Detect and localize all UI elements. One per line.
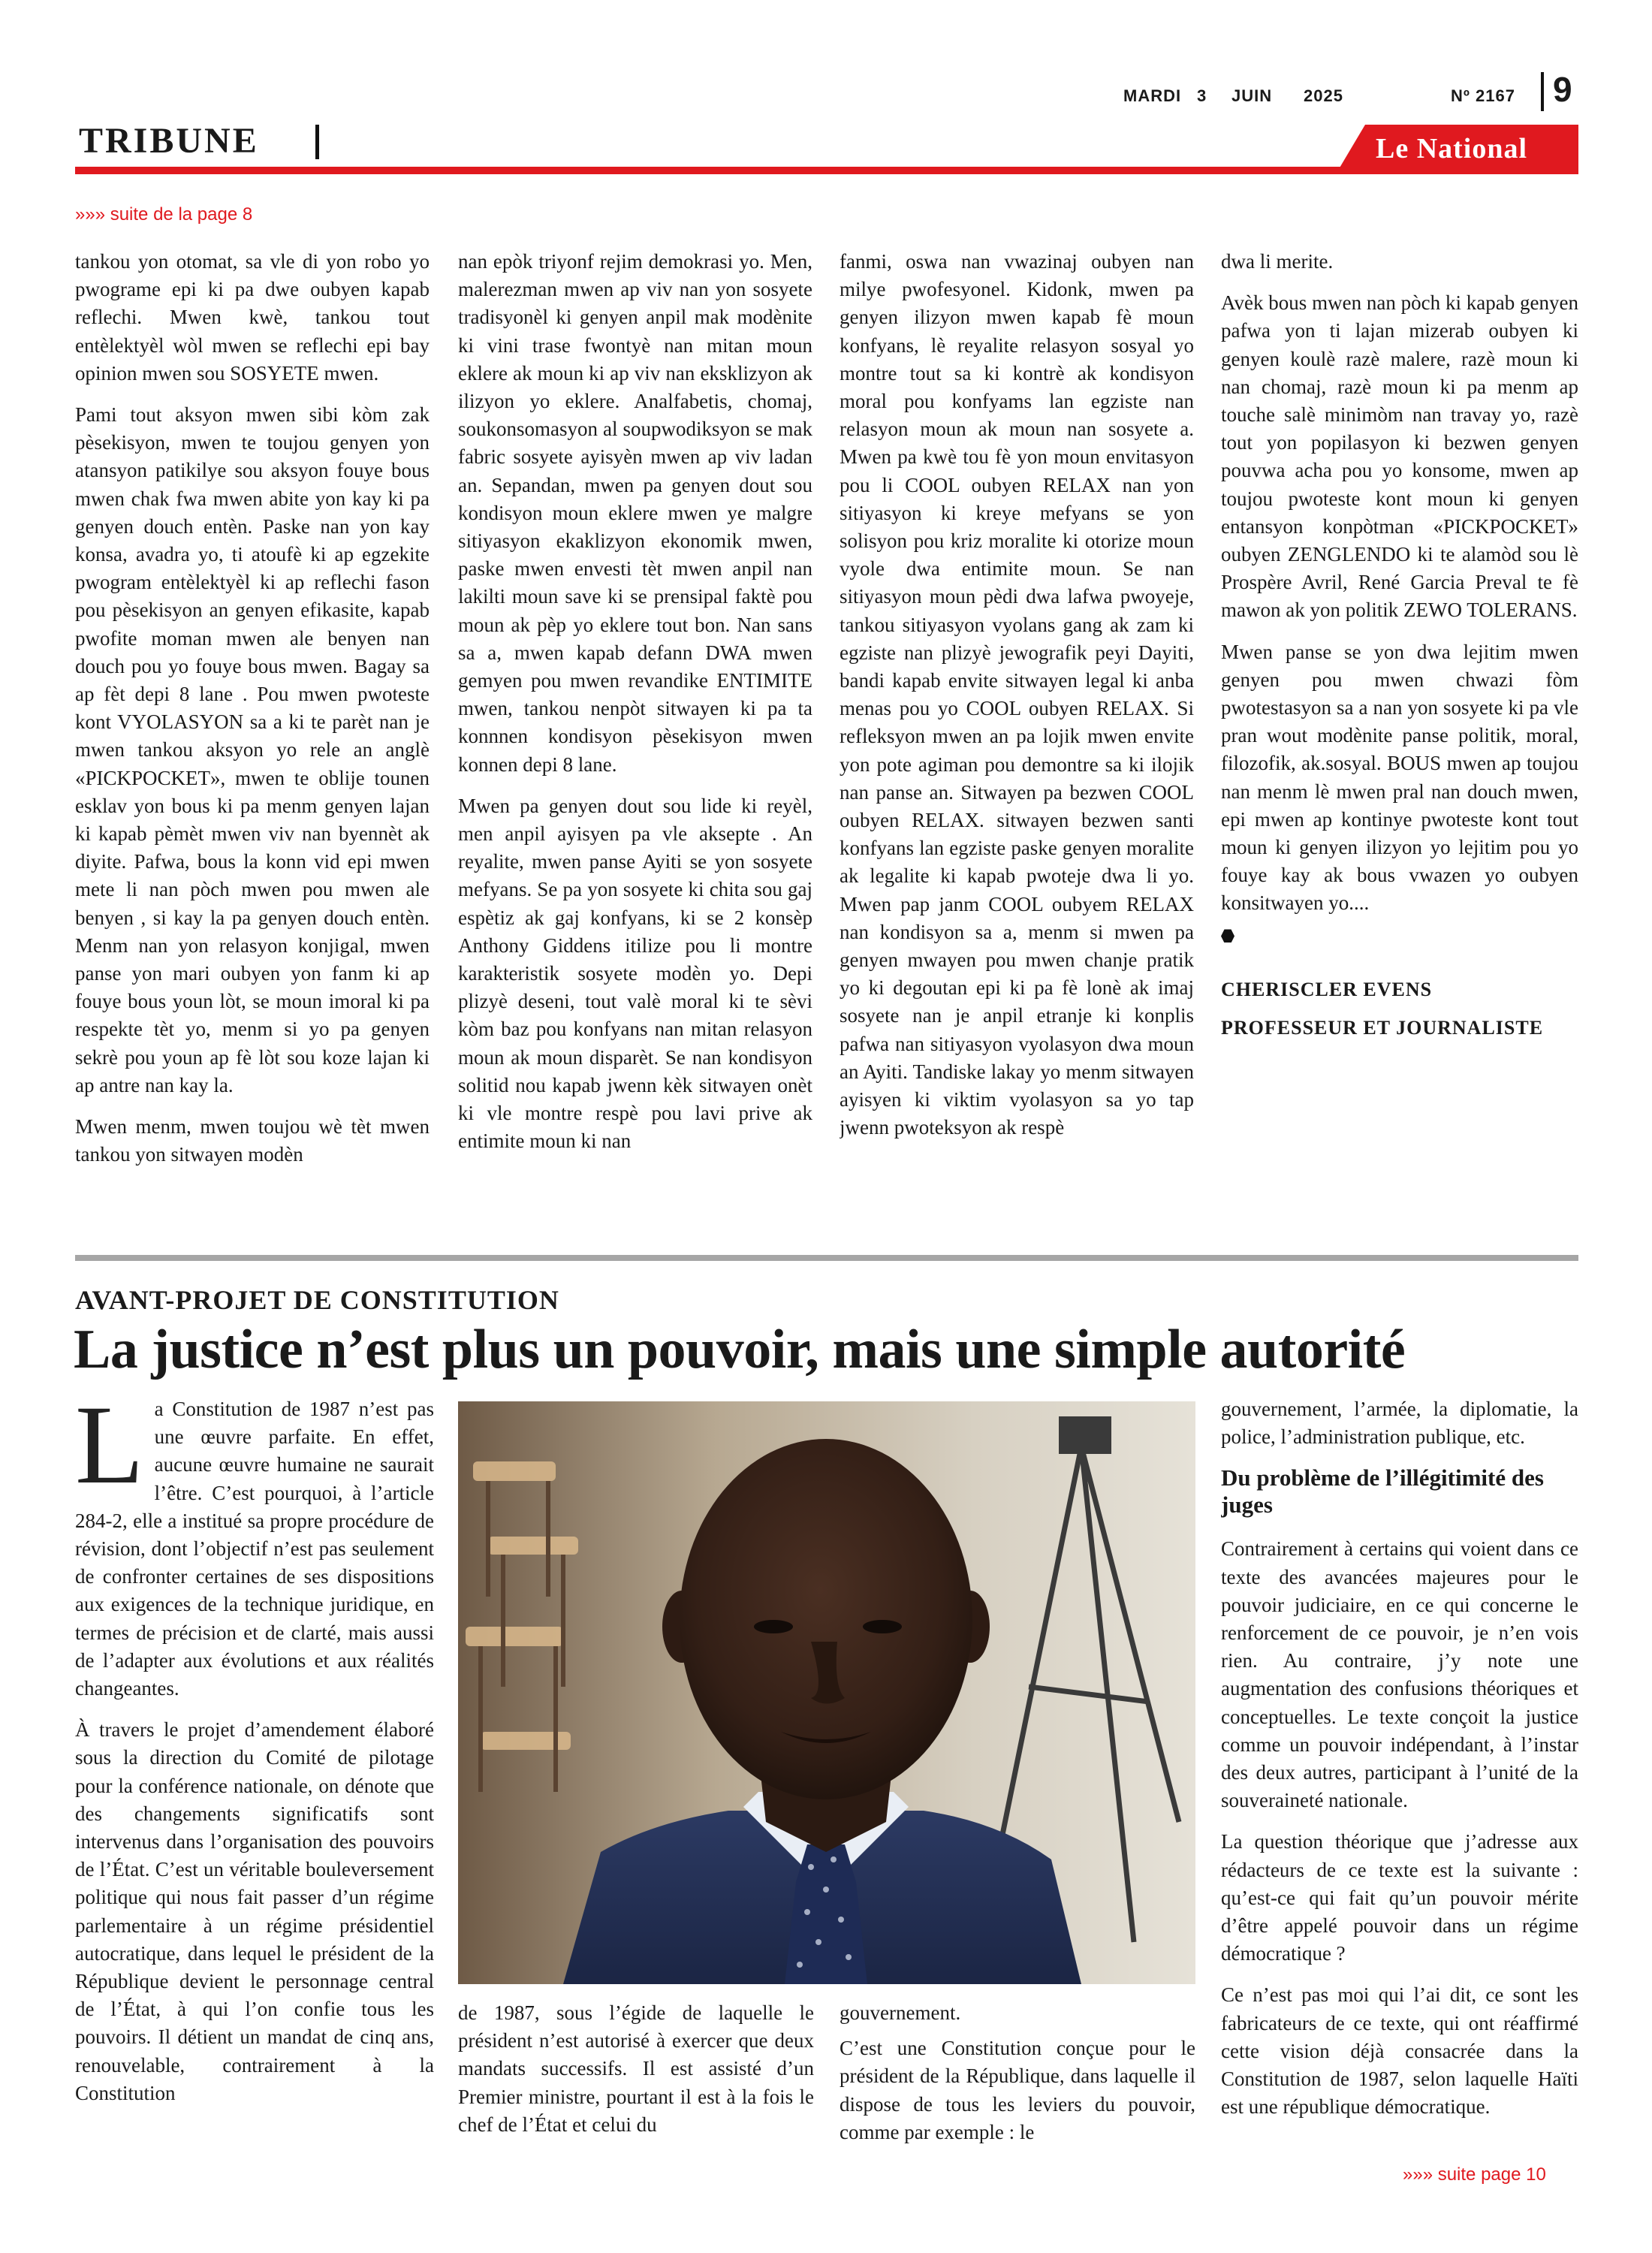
paragraph: a Constitution de 1987 n’est pas une œuvre parfaite. En effet, aucune œuvre humaine ne saurait l’être. C’est pourquoi, à l’article 284-2, elle a institué sa propre procédure de révision, dont l’objectif n’est pas seulement de confronter certaines de ses dispositions aux exigences de la technique juridique, en termes de précision et de clarté, mais aussi de l’adapter aux évolutions et aux réalités changeantes.: [75, 1398, 434, 1700]
end-of-article-icon: [1221, 929, 1234, 943]
lower-article-column-2: [458, 1999, 814, 2157]
paragraph: À travers le projet d’amendement élaboré sous la direction du Comité de pilotage pour la conférence nationale, on dénote que des changements significatifs sont intervenus dans l’organisation des pouvoirs de l’État. C’est un véritable bouleversement politique qui nous fait passer d’un régime parlementaire à un régime présidentiel autocratique, dans lequel le président de la République devient le personnage central de l’État, à qui l’on confie tous les pouvoirs. Il détient un mandat de cinq ans, renouvelable, contrairement à la Constitution: [75, 1718, 434, 2104]
continued-to-link[interactable]: »»» suite page 10: [1403, 2164, 1546, 2185]
lower-article-column-4: [1221, 1395, 1578, 2154]
upper-article-column-1: [75, 248, 430, 1224]
article-subheading: Du problème de l’illégitimité des juges: [1221, 1464, 1544, 1519]
paragraph: Mwen menm, mwen toujou wè tèt mwen tankou yon sitwayen modèn: [75, 1115, 430, 1166]
header-issue-number: Nº 2167: [1451, 86, 1515, 105]
article-separator-rule: [75, 1255, 1578, 1261]
section-title: TRIBUNE: [79, 121, 259, 161]
upper-article-column-4: [1221, 248, 1578, 1224]
section-divider: [315, 125, 319, 159]
upper-article-column-3: [840, 248, 1194, 1224]
lower-article-column-3: [840, 1999, 1195, 2157]
header-day: MARDI: [1123, 86, 1182, 105]
page-number: 9: [1553, 70, 1572, 109]
brand-name: Le National: [1376, 133, 1528, 164]
paragraph: gouvernement.: [840, 2001, 961, 2024]
header-month: JUIN: [1231, 86, 1273, 105]
paragraph: de 1987, sous l’égide de laquelle le président n’est autorisé à exercer que deux mandats successifs. Il est assisté d’un Premier ministre, pourtant il est à la fois le chef de l’État et celui du: [458, 2001, 814, 2136]
article-kicker: AVANT-PROJET DE CONSTITUTION: [75, 1285, 559, 1315]
header-date-number: 3: [1197, 86, 1207, 105]
paragraph: dwa li merite.: [1221, 250, 1334, 273]
paragraph: La question théorique que j’adresse aux rédacteurs de ce texte est la suivante : qu’est-ce qui fait qu’un pouvoir mérite d’être appelé pouvoir dans un régime démocratique ?: [1221, 1830, 1578, 1965]
paragraph: Mwen pa genyen dout sou lide ki reyèl, men anpil ayisyen pa vle aksepte . An reyalite, mwen panse Ayiti se yon sosyete mefyans. Se pa yon sosyete ki chita sou gaj espètiz ak gaj konfyans, ki se 2 konsèp Anthony Giddens itilize pou li montre karakteristik sosyete modèn yo. Depi plizyè deseni, tout valè moral ki te sèvi kòm baz pou konfyans nan mitan relasyon moun ak moun disparèt. Se nan kondisyon solitid nou kapab jwenn kèk sitwayen onèt ki vle montre respè pou lavi prive ak entimite moun ki nan: [458, 794, 812, 1153]
author-photo: [458, 1401, 1195, 1984]
article-headline: La justice n’est plus un pouvoir, mais une simple autorité: [74, 1319, 1406, 1380]
paragraph: Avèk bous mwen nan pòch ki kapab genyen pafwa yon ti lajan mizerab oubyen ki genyen koulè razè malere, razè moun ki nan chomaj, razè moun ki pa menm ap touche salè minimòm nan travay yo, razè tout yon popilasyon ki bezwen genyen pouvwa acha pou yo konsome, mwen ap toujou pwoteste kont moun ki genyen entansyon konpòtman «PICKPOCKET» oubyen ZENGLENDO ki te alamòd sou lè Prospère Avril, René Garcia Preval te fè mawon ak yon politik ZEWO TOLERANS.: [1221, 291, 1578, 622]
page-number-divider: [1541, 72, 1544, 111]
end-mark: [1221, 921, 1578, 949]
paragraph: fanmi, oswa nan vwazinaj oubyen nan milye pwofesyonel. Kidonk, mwen pa genyen ilizyon mwen kapab fè moun konfyans, lè reyalite relasyon sosyal yo montre tout sa ki kontrè ak kondisyon moral pou konfyams lan egziste nan relasyon moun ak moun nan sosyete a. Mwen pa kwè tou fè yon moun envitasyon pou li COOL oubyen RELAX nan yon sitiyasyon ki kreye mefyans se yon solisyon pou kriz moralite ki otorize moun vyole dwa entimite moun. Se nan sitiyasyon moun pèdi dwa lafwa pwoyeje, tankou sitiyasyon vyolans gang ak zam ki egziste nan plizyè jewografik peyi Dayiti, bandi kapab envite sitwayen legal ki anba menas pou yo COOL oubyen RELAX. Si refleksyon mwen an pa lojik mwen envite yon pote agiman pou demontre sa ki ilojik nan panse an. Sitwayen pa bezwen COOL oubyen RELAX. sitwayen bezwen santi konfyans lan egziste paske genyen moralite ak legalite ki kapab pwoteje dwa li yo. Mwen pap janm COOL oubyem RELAX nan kondisyon sa a, menm si mwen pa genyen mwayen pou mwen chanje pratik yo ki degoutan epi ki pa fè lonè ak imaj sosyete nan je anpil etranje ki konplis pafwa nan sitiyasyon vyolasyon dwa moun an Ayiti. Tandiske lakay yo menm sitwayen ayisyen ki viktim vyolasyon sa yo tap jwenn pwoteksyon ak respè: [840, 250, 1194, 1139]
author-name: CHERISCLER EVENS: [1221, 978, 1433, 1000]
author-title: PROFESSEUR ET JOURNALISTE: [1221, 1017, 1544, 1039]
paragraph: Mwen panse se yon dwa lejitim mwen genyen pou mwen chwazi fòm pwotestasyon sa a nan yon sosyete ki pa vle pran wout modènite panse politik, moral, filozofik, ak.sosyal. BOUS mwen ap toujou nan menm lè mwen pral nan douch mwen, epi mwen ap kontinye pwoteste kont tout moun ki genyen ilizyon yo lejitim pou yo fouye kay ak bous vwazen yo oubyen konsitwayen yo....: [1221, 640, 1578, 915]
upper-article-column-2: [458, 248, 812, 1224]
drop-cap: L: [75, 1395, 144, 1507]
header-red-rule: [75, 167, 1578, 174]
paragraph: Ce n’est pas moi qui l’ai dit, ce sont les fabricateurs de ce texte, qui ont réaffirmé cette vision déjà consacrée dans la Constitution de 1987, selon laquelle Haïti est une république démocratique.: [1221, 1983, 1578, 2119]
paragraph: C’est une Constitution conçue pour le président de la République, dans laquelle il dispose de tous les leviers du pouvoir, comme par exemple : le: [840, 2037, 1195, 2143]
lower-article-column-1: [75, 1395, 434, 2154]
paragraph: tankou yon otomat, sa vle di yon robo yo pwograme epi ki pa dwe oubyen kapab reflechi. Mwen kwè, tankou tout entèlektyèl wòl mwen se reflechi epi bay opinion mwen sou SOSYETE mwen.: [75, 250, 430, 385]
paragraph: gouvernement, l’armée, la diplomatie, la police, l’administration publique, etc.: [1221, 1398, 1578, 1449]
paragraph: nan epòk triyonf rejim demokrasi yo. Men, malerezman mwen ap viv nan yon sosyete tradisyonèl ki genyen anpil mak modènite ki vini trase fwontyè nan mitan moun eklere ak moun ki ap viv nan eksklizyon ak ilizyon yo eklere. Analfabetis, chomaj, soukonsomasyon al soupwodiksyon se mak fabric sosyete ayisyèn mwen ap viv ladan an. Sepandan, mwen pa genyen dout sou kondisyon moun eklere mwen ye malgre sitiyasyon ekaklizyon ekonomik mwen, paske mwen envesti tèt mwen anpil nan lakilti moun save ki se prensipal faktè pou moun ak pèp yo eklere tout bon. Nan sans sa a, mwen kapab defann DWA mwen gemyen pou mwen revandike ENTIMITE mwen, tankou nenpòt sitwayen ki pa ta konnnen kondisyon pèsekisyon mwen konnen depi 8 lane.: [458, 250, 812, 776]
continued-from-link[interactable]: »»» suite de la page 8: [75, 204, 253, 225]
paragraph: Pami tout aksyon mwen sibi kòm zak pèsekisyon, mwen te toujou genyen yon atansyon patikilye sou aksyon fouye bous mwen chak fwa mwen abite yon kay ki pa genyen douch entèn. Paske nan yon kay konsa, avadra yo, ti atoufè ki ap egzekite pwogram entèlektyèl ki ap reflechi fason pou pèsekisyon an genyen efikasite, kapab pwofite moman mwen ale benyen nan douch pou yo fouye bous mwen. Bagay sa ap fèt depi 8 lane . Pou mwen pwoteste kont VYOLASYON sa a ki te parèt nan je mwen tankou aksyon yo rele an anglè «PICKPOCKET», mwen te oblije tounen esklav yon bous ki pa menm genyen lajan ki kapab pèmèt mwen viv nan byennèt ak diyite. Pafwa, bous la konn vid epi mwen mete li nan pòch mwen pou mwen ale benyen , si kay la pa genyen douch entèn. Menm nan yon relasyon konjigal, mwen panse yon mari oubyen yon fanm ki ap fouye bous youn lòt, se moun imoral ki pa respekte tèt yo, menm si yo pa genyen sekrè pou youn ap fè lòt sou koze lajan ki ap antre nan kay la.: [75, 403, 430, 1096]
header-year: 2025: [1304, 86, 1343, 105]
paragraph: Contrairement à certains qui voient dans ce texte des avancées majeures pour le pouvoir judiciaire, en ce qui concerne le renforcement de ce pouvoir, je n’en vois rien. Au contraire, j’y note une augmentation des confusions théoriques et conceptuelles. Le texte conçoit la justice comme un pouvoir indépendant, à l’instar des deux autres, participant à l’unité de la souveraineté nationale.: [1221, 1537, 1578, 1812]
